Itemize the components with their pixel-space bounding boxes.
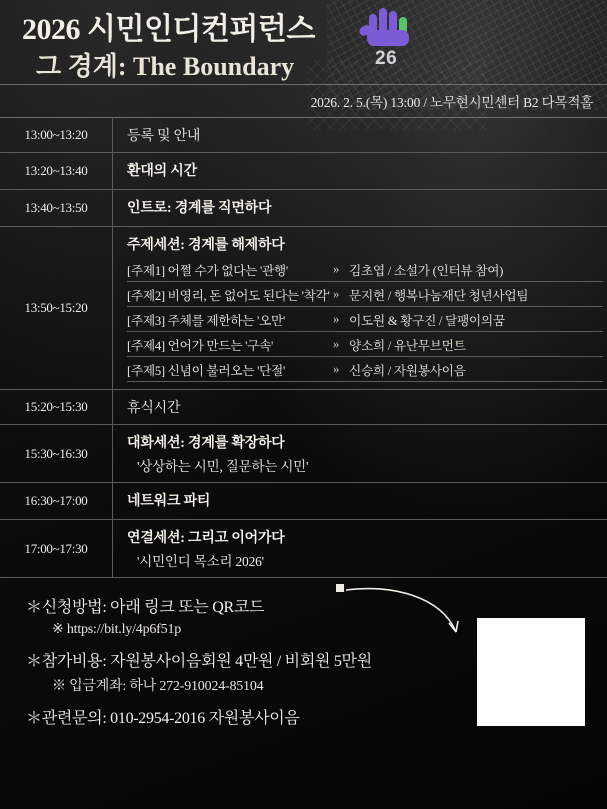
schedule-row (0, 520, 607, 578)
qr-code[interactable] (477, 618, 585, 726)
topic-arrow-icon: » (333, 311, 340, 326)
topic-label: [주제2] 비영리, 돈 없어도 된다는 '착각' (127, 288, 330, 303)
schedule-time: 17:00~17:30 (0, 520, 113, 578)
schedule-time: 15:20~15:30 (0, 390, 113, 425)
schedule-content (113, 520, 607, 578)
venue-datetime: 2026. 2. 5.(목) 13:00 / 노무현시민센터 B2 다목적홀 (0, 84, 607, 118)
topic-row (127, 332, 603, 357)
topic-row (127, 307, 603, 332)
apply-method-label: ＊신청방법: 아래 링크 또는 QR코드 (26, 599, 265, 616)
schedule-session-title: 주제세션: 경계를 해제하다 (127, 238, 285, 253)
fee-label: ＊참가비용: 자원봉사이음회원 4만원 / 비회원 5만원 (26, 653, 372, 670)
schedule-session-title: 휴식시간 (127, 401, 181, 416)
schedule-session-subtitle: '시민인디 목소리 2026' (137, 554, 264, 569)
schedule-content (113, 190, 607, 227)
topic-row (127, 257, 603, 282)
schedule-row (0, 425, 607, 483)
page-subtitle: 그 경계: The Boundary (36, 52, 295, 82)
schedule-time: 13:40~13:50 (0, 190, 113, 227)
schedule-row (0, 118, 607, 153)
topic-speaker: 신승희 / 자원봉사이음 (349, 363, 466, 378)
schedule-content (113, 153, 607, 190)
schedule-row (0, 227, 607, 390)
topic-label: [주제5] 신념이 불러오는 '단절' (127, 363, 285, 378)
schedule-body (0, 118, 607, 578)
apply-link[interactable]: ※ https://bit.ly/4p6f51p (52, 622, 182, 637)
schedule-session-title: 연결세션: 그리고 이어가다 (127, 531, 285, 546)
schedule-time: 13:00~13:20 (0, 118, 113, 153)
topic-arrow-icon: » (333, 361, 340, 376)
topic-speaker: 이도원 & 황구진 / 달팽이의꿈 (349, 313, 505, 328)
topic-arrow-icon: » (333, 336, 340, 351)
poster-footer (0, 578, 607, 742)
topic-list (127, 257, 603, 382)
schedule-session-subtitle: '상상하는 시민, 질문하는 시민' (137, 459, 309, 474)
schedule-table (0, 118, 607, 578)
schedule-content (113, 390, 607, 425)
topic-row (127, 282, 603, 307)
schedule-time: 15:30~16:30 (0, 425, 113, 483)
conference-logo (359, 8, 421, 74)
topic-row (127, 357, 603, 382)
schedule-row (0, 390, 607, 425)
qr-code-grid (481, 622, 581, 722)
schedule-session-title: 환대의 시간 (127, 164, 197, 179)
schedule-content (113, 227, 607, 390)
schedule-session-title: 네트워크 파티 (127, 494, 211, 509)
topic-label: [주제4] 언어가 만드는 '구속' (127, 338, 274, 353)
logo-year-label: 26 (375, 48, 398, 69)
schedule-content (113, 483, 607, 520)
schedule-time: 16:30~17:00 (0, 483, 113, 520)
topic-speaker: 문지현 / 행복나눔재단 청년사업팀 (349, 288, 529, 303)
schedule-time: 13:50~15:20 (0, 227, 113, 390)
fee-account: ※ 입금계좌: 하나 272-910024-85104 (52, 679, 264, 694)
topic-label: [주제3] 주체를 제한하는 '오만' (127, 313, 285, 328)
poster-header (0, 0, 607, 84)
schedule-row (0, 153, 607, 190)
topic-label: [주제1] 어쩔 수가 없다는 '관행' (127, 263, 288, 278)
topic-speaker: 양소희 / 유난무브먼트 (349, 338, 466, 353)
schedule-session-title: 인트로: 경계를 직면하다 (127, 201, 272, 216)
topic-speaker: 김초엽 / 소설가 (인터뷰 참여) (349, 263, 504, 278)
contact-label: ＊관련문의: 010-2954-2016 자원봉사이음 (26, 710, 300, 727)
schedule-row (0, 483, 607, 520)
schedule-content (113, 118, 607, 153)
schedule-content (113, 425, 607, 483)
schedule-row (0, 190, 607, 227)
schedule-session-title: 대화세션: 경계를 확장하다 (127, 436, 285, 451)
schedule-session-title: 등록 및 안내 (127, 129, 201, 144)
schedule-time: 13:20~13:40 (0, 153, 113, 190)
topic-arrow-icon: » (333, 286, 340, 301)
topic-arrow-icon: » (333, 261, 340, 276)
page-title: 2026 시민인디컨퍼런스 (22, 13, 315, 46)
